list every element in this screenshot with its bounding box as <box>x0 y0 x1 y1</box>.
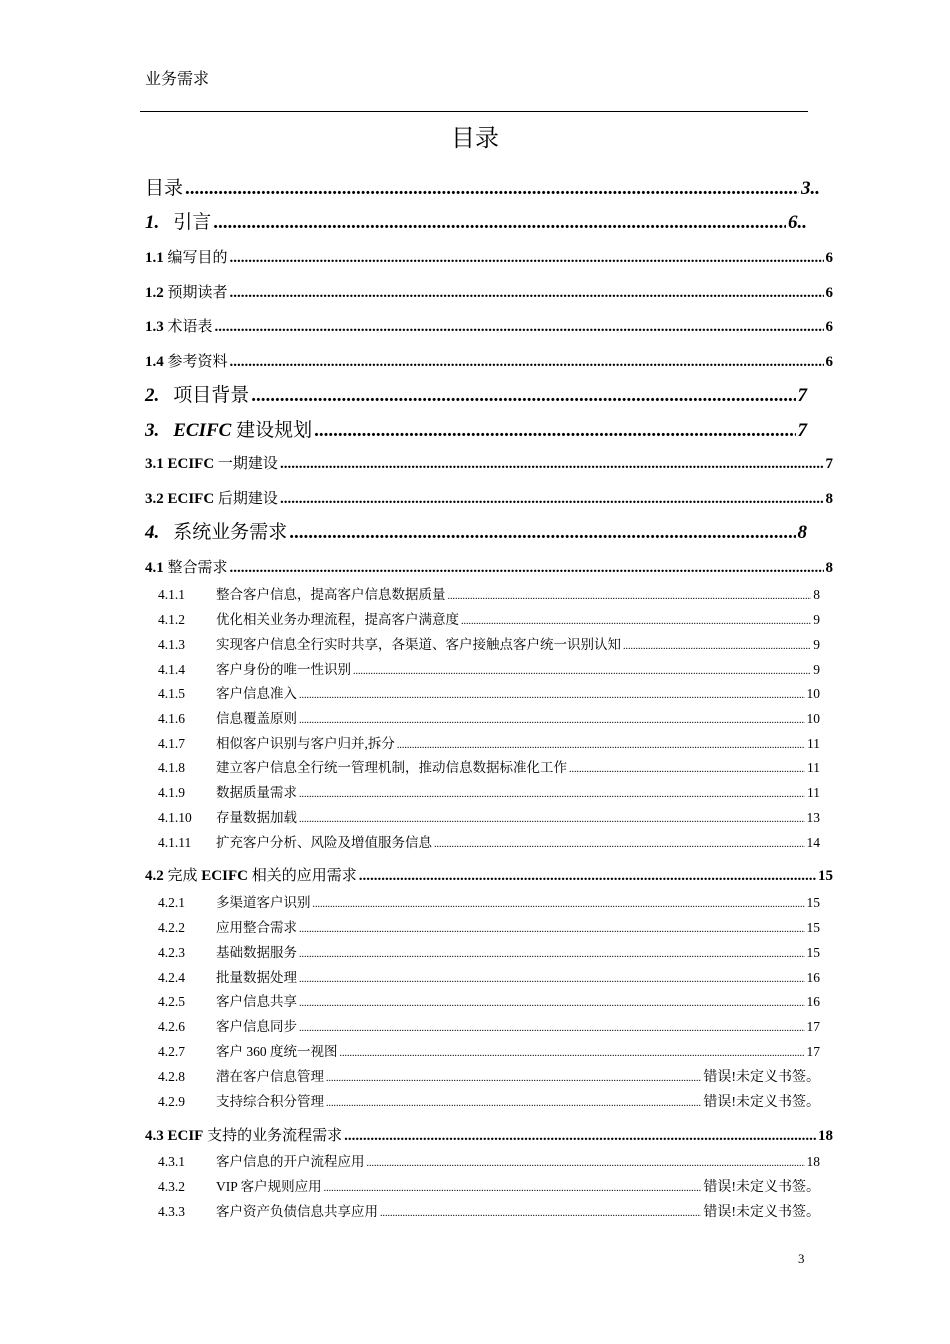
toc-leader-dots <box>397 740 805 751</box>
toc-entry-2[interactable] <box>145 380 807 407</box>
toc-entry-page: 错误!未定义书签。 <box>703 1180 820 1195</box>
toc-entry-4-1-2[interactable] <box>158 608 820 628</box>
toc-entry-label: 客户 360 度统一视图 <box>216 1044 338 1059</box>
toc-entry-label: 术语表 <box>167 319 213 335</box>
toc-entry-label: 应用整合需求 <box>216 920 297 935</box>
toc-entry-4-1-9[interactable] <box>158 781 820 801</box>
toc-entry-page: 18 <box>818 1128 833 1144</box>
toc-leader-dots <box>213 212 786 234</box>
toc-entry-number: 4.2.7 <box>158 1044 185 1059</box>
toc-entry-label: 相似客户识别与客户归并,拆分 <box>216 736 395 751</box>
toc-leader-dots <box>344 1128 816 1145</box>
toc-entry-label: 客户信息同步 <box>216 1019 297 1034</box>
toc-entry-page: 错误!未定义书签。 <box>703 1070 820 1085</box>
toc-entry-title <box>145 281 228 302</box>
toc-entry-page: 14 <box>806 835 820 850</box>
toc-entry-page: 16 <box>806 970 820 985</box>
toc-entry-number: 4.2.9 <box>158 1094 185 1109</box>
page-number: 3 <box>798 1251 805 1266</box>
toc-entry-label: 客户信息的开户流程应用 <box>216 1154 365 1169</box>
toc-leader-dots <box>324 1183 702 1194</box>
toc-entry-label: ECIFC <box>173 420 232 441</box>
toc-leader-dots <box>299 949 805 960</box>
toc-entry-label: 潜在客户信息管理 <box>216 1069 324 1084</box>
toc-entry-4-2-2[interactable] <box>158 916 820 936</box>
toc-entry-page: 错误!未定义书签。 <box>703 1205 820 1220</box>
toc-leader-dots <box>461 616 811 627</box>
toc-entry-title <box>158 1015 297 1035</box>
toc-entry-label: 批量数据处理 <box>216 970 297 985</box>
toc-leader-dots <box>448 591 812 602</box>
toc-leader-dots <box>299 1023 805 1034</box>
toc-leader-dots <box>340 1048 805 1059</box>
toc-entry-number: 4.1.11 <box>158 835 192 850</box>
toc-entry-1-2[interactable] <box>145 281 833 302</box>
toc-leader-dots <box>185 178 799 200</box>
toc-entry-title <box>158 707 297 727</box>
toc-entry-label: 客户身份的唯一性识别 <box>216 662 351 677</box>
toc-leader-dots <box>215 319 824 336</box>
toc-leader-dots <box>314 420 795 442</box>
toc-entry-contents[interactable] <box>145 173 820 200</box>
toc-entry-label: 编写目的 <box>167 250 228 266</box>
toc-entry-label: 支持的业务流程需求 <box>203 1128 343 1144</box>
toc-entry-title <box>158 608 459 628</box>
toc-entry-page: 15 <box>806 920 820 935</box>
toc-entry-number: 3.2 <box>145 491 164 507</box>
toc-entry-number: 4.1.9 <box>158 785 185 800</box>
toc-entry-label: 参考资料 <box>167 354 228 370</box>
toc-entry-number: 4.2.8 <box>158 1069 185 1084</box>
toc-entry-title <box>145 350 228 371</box>
toc-entry-number: 4.1 <box>145 560 164 576</box>
toc-entry-3-2[interactable] <box>145 487 833 508</box>
toc-entry-label: VIP 客户规则应用 <box>216 1179 322 1194</box>
toc-entry-label: ECIFC <box>201 868 248 884</box>
toc-entry-4[interactable] <box>145 517 807 544</box>
toc-entry-title <box>158 941 297 961</box>
toc-entry-label: 多渠道客户识别 <box>216 895 311 910</box>
toc-entry-title <box>158 781 297 801</box>
toc-entry-number: 1.2 <box>145 285 164 301</box>
toc-entry-title <box>158 1150 365 1170</box>
toc-entry-label: 一期建设 <box>214 456 278 472</box>
toc-entry-page: 17 <box>806 1019 820 1034</box>
toc-entry-number: 1.3 <box>145 319 164 335</box>
toc-entry-number: 4.2.1 <box>158 895 185 910</box>
toc-entry-page: 8 <box>797 522 807 543</box>
toc-entry-page: 9 <box>813 612 820 627</box>
toc-entry-number: 4.2.6 <box>158 1019 185 1034</box>
toc-leader-dots <box>623 641 811 652</box>
toc-entry-number: 4.1.7 <box>158 736 185 751</box>
toc-entry-page: 17 <box>806 1044 820 1059</box>
toc-entry-1-3[interactable] <box>145 315 833 336</box>
toc-leader-dots <box>326 1073 701 1084</box>
toc-entry-4-2[interactable] <box>145 864 833 885</box>
toc-entry-title <box>145 487 278 508</box>
toc-entry-title <box>158 756 567 776</box>
toc-entry-4-1-11[interactable] <box>158 831 820 851</box>
toc-entry-page: 11 <box>807 760 820 775</box>
toc-entry-number: 4.2.4 <box>158 970 185 985</box>
toc-entry-title <box>145 556 228 577</box>
toc-entry-label: 客户资产负债信息共享应用 <box>216 1204 378 1219</box>
toc-entry-title <box>158 658 351 678</box>
toc-entry-title <box>145 380 249 407</box>
toc-entry-number: 4.3.3 <box>158 1204 185 1219</box>
toc-entry-page: 7 <box>797 385 807 406</box>
toc-leader-dots <box>280 491 824 508</box>
toc-entry-label: 完成 <box>167 868 202 884</box>
toc-entry-4-1-7[interactable] <box>158 732 820 752</box>
toc-leader-dots <box>434 839 805 850</box>
toc-entry-4-2-8[interactable] <box>158 1065 820 1086</box>
toc-entry-number: 4.3 <box>145 1128 164 1144</box>
toc-entry-title <box>158 891 311 911</box>
toc-entry-number: 4.2.2 <box>158 920 185 935</box>
toc-entry-page: 6 <box>825 319 833 335</box>
toc-entry-page: 8 <box>825 491 833 507</box>
toc-leader-dots <box>230 560 824 577</box>
toc-leader-dots <box>299 789 805 800</box>
toc-entry-number: 4.1.3 <box>158 637 185 652</box>
toc-entry-label: ECIFC <box>167 456 215 472</box>
toc-entry-label: 预期读者 <box>167 285 228 301</box>
toc-entry-title <box>145 864 357 885</box>
toc-entry-page: 7 <box>825 456 833 472</box>
toc-entry-title <box>158 831 432 851</box>
toc-entry-page: 10 <box>806 686 820 701</box>
toc-entry-4-3-3[interactable] <box>158 1200 820 1221</box>
toc-entry-number: 3.1 <box>145 456 164 472</box>
toc-entry-title <box>145 452 278 473</box>
toc-entry-title <box>145 173 183 200</box>
toc-entry-title <box>145 1124 342 1145</box>
toc-entry-page: 15 <box>806 895 820 910</box>
toc-entry-4-2-5[interactable] <box>158 990 820 1010</box>
toc-entry-number: 4. <box>145 522 160 543</box>
toc-entry-number: 4.1.10 <box>158 810 192 825</box>
toc-entry-title <box>158 1200 378 1220</box>
toc-entry-label: 后期建设 <box>214 491 278 507</box>
toc-leader-dots <box>367 1158 805 1169</box>
toc-entry-4-2-7[interactable] <box>158 1040 820 1060</box>
toc-leader-dots <box>289 522 795 544</box>
toc-leader-dots <box>299 690 805 701</box>
toc-entry-4-1-3[interactable] <box>158 633 820 653</box>
toc-entry-4-1-10[interactable] <box>158 806 820 826</box>
toc-leader-dots <box>299 974 805 985</box>
toc-entry-number: 4.1.4 <box>158 662 185 677</box>
toc-entry-title <box>158 732 395 752</box>
toc-entry-page: 16 <box>806 994 820 1009</box>
toc-entry-label: 整合客户信息，提高客户信息数据质量 <box>216 587 446 602</box>
toc-entry-4-3[interactable] <box>145 1124 833 1145</box>
toc-entry-label: 项目背景 <box>173 385 250 406</box>
toc-entry-page: 15 <box>806 945 820 960</box>
toc-entry-title <box>158 806 297 826</box>
toc-entry-title <box>158 1090 324 1110</box>
toc-entry-label: 优化相关业务办理流程，提高客户满意度 <box>216 612 459 627</box>
toc-entry-page: 11 <box>807 785 820 800</box>
toc-entry-1[interactable] <box>145 207 807 234</box>
toc-entry-4-1-6[interactable] <box>158 707 820 727</box>
toc-entry-4-1-1[interactable] <box>158 583 820 603</box>
toc-entry-label: 系统业务需求 <box>173 522 288 543</box>
page-title: 目录 <box>451 126 499 152</box>
toc-entry-1-4[interactable] <box>145 350 833 371</box>
toc-entry-4-2-4[interactable] <box>158 966 820 986</box>
toc-leader-dots <box>380 1208 701 1219</box>
toc-entry-number: 4.1.2 <box>158 612 185 627</box>
toc-entry-4-1[interactable] <box>145 556 833 577</box>
toc-entry-label: 扩充客户分析、风险及增值服务信息 <box>216 835 432 850</box>
toc-entry-page: 13 <box>806 810 820 825</box>
toc-entry-label: 相关的应用需求 <box>247 868 357 884</box>
toc-entry-title <box>145 207 211 234</box>
toc-leader-dots <box>280 456 824 473</box>
toc-entry-number: 4.1.1 <box>158 587 185 602</box>
toc-entry-label: 实现客户信息全行实时共享，各渠道、客户接触点客户统一识别认知 <box>216 637 621 652</box>
toc-entry-number: 1.4 <box>145 354 164 370</box>
toc-leader-dots <box>326 1098 701 1109</box>
toc-entry-label: 引言 <box>173 212 212 233</box>
page-header: 业务需求 <box>145 71 210 88</box>
toc-entry-title <box>158 1040 338 1060</box>
toc-entry-title <box>145 517 287 544</box>
toc-entry-4-3-2[interactable] <box>158 1175 820 1196</box>
toc-entry-label: ECIFC <box>167 491 215 507</box>
toc-entry-label: 信息覆盖原则 <box>216 711 297 726</box>
toc-entry-3[interactable] <box>145 415 807 442</box>
toc-entry-4-2-9[interactable] <box>158 1090 820 1111</box>
toc-entry-page: 7 <box>797 420 807 441</box>
toc-entry-title <box>145 415 312 442</box>
toc-entry-page: 8 <box>813 587 820 602</box>
toc-leader-dots <box>230 285 824 302</box>
toc-entry-label: 存量数据加载 <box>216 810 297 825</box>
toc-entry-3-1[interactable] <box>145 452 833 473</box>
toc-leader-dots <box>313 899 805 910</box>
toc-entry-page: 6 <box>825 250 833 266</box>
toc-entry-title <box>145 246 228 267</box>
toc-entry-number: 4.1.5 <box>158 686 185 701</box>
toc-entry-page: 9 <box>813 662 820 677</box>
toc-entry-page: 错误!未定义书签。 <box>703 1095 820 1110</box>
toc-entry-title <box>158 583 446 603</box>
toc-entry-page: 9 <box>813 637 820 652</box>
toc-entry-number: 4.2 <box>145 868 164 884</box>
toc-entry-label: 客户信息准入 <box>216 686 297 701</box>
toc-entry-number: 4.2.3 <box>158 945 185 960</box>
toc-entry-number: 4.1.6 <box>158 711 185 726</box>
toc-entry-number: 4.2.5 <box>158 994 185 1009</box>
toc-leader-dots <box>359 868 816 885</box>
toc-entry-1-1[interactable] <box>145 246 833 267</box>
header-divider <box>140 111 808 112</box>
toc-entry-number: 3. <box>145 420 160 441</box>
toc-entry-4-2-6[interactable] <box>158 1015 820 1035</box>
toc-entry-label: 支持综合积分管理 <box>216 1094 324 1109</box>
toc-leader-dots <box>230 250 824 267</box>
toc-entry-label: 建立客户信息全行统一管理机制，推动信息数据标准化工作 <box>216 760 567 775</box>
toc-entry-page: 3.. <box>801 178 820 199</box>
toc-entry-label: 数据质量需求 <box>216 785 297 800</box>
toc-entry-label: 客户信息共享 <box>216 994 297 1009</box>
toc-entry-4-1-8[interactable] <box>158 756 820 776</box>
toc-leader-dots <box>299 998 805 1009</box>
toc-leader-dots <box>299 924 805 935</box>
toc-entry-page: 6 <box>825 285 833 301</box>
toc-entry-page: 10 <box>806 711 820 726</box>
toc-entry-title <box>158 1065 324 1085</box>
toc-entry-page: 6.. <box>788 212 807 233</box>
toc-entry-label: 目录 <box>145 178 184 199</box>
toc-entry-title <box>158 916 297 936</box>
toc-entry-page: 8 <box>825 560 833 576</box>
toc-entry-4-3-1[interactable] <box>158 1150 820 1170</box>
toc-entry-title <box>158 1175 322 1195</box>
toc-entry-page: 18 <box>806 1154 820 1169</box>
toc-entry-number: 4.3.2 <box>158 1179 185 1194</box>
toc-leader-dots <box>569 764 805 775</box>
toc-entry-title <box>145 315 213 336</box>
toc-entry-number: 4.1.8 <box>158 760 185 775</box>
toc-entry-number: 1.1 <box>145 250 164 266</box>
toc-leader-dots <box>251 385 795 407</box>
toc-entry-page: 11 <box>807 736 820 751</box>
toc-entry-label: ECIF <box>167 1128 204 1144</box>
toc-entry-number: 2. <box>145 385 160 406</box>
toc-entry-number: 1. <box>145 212 160 233</box>
toc-leader-dots <box>299 715 805 726</box>
toc-entry-label: 建设规划 <box>231 420 313 441</box>
toc-entry-label: 整合需求 <box>167 560 228 576</box>
toc-entry-number: 4.3.1 <box>158 1154 185 1169</box>
toc-entry-4-1-4[interactable] <box>158 658 820 678</box>
toc-entry-label: 基础数据服务 <box>216 945 297 960</box>
toc-entry-page: 15 <box>818 868 833 884</box>
toc-entry-title <box>158 633 621 653</box>
toc-entry-4-2-3[interactable] <box>158 941 820 961</box>
toc-entry-title <box>158 682 297 702</box>
toc-leader-dots <box>299 814 805 825</box>
toc-entry-title <box>158 966 297 986</box>
toc-entry-title <box>158 990 297 1010</box>
toc-entry-4-2-1[interactable] <box>158 891 820 911</box>
toc-leader-dots <box>353 666 811 677</box>
toc-leader-dots <box>230 354 824 371</box>
toc-entry-page: 6 <box>825 354 833 370</box>
toc-entry-4-1-5[interactable] <box>158 682 820 702</box>
